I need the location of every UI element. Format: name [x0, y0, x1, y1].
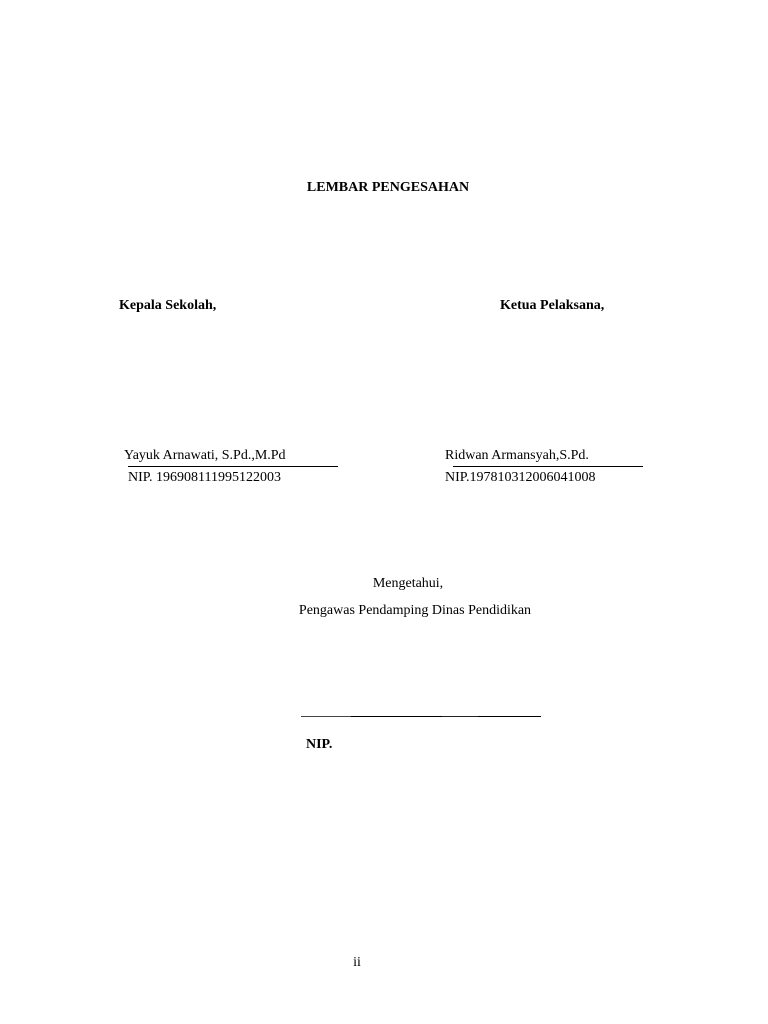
- page-title: LEMBAR PENGESAHAN: [306, 180, 470, 195]
- left-signature-line: [128, 466, 338, 467]
- right-signatory-name: Ridwan Armansyah,S.Pd.: [445, 448, 589, 463]
- supervisor-signature-line: [301, 716, 541, 717]
- left-signatory-role: Kepala Sekolah,: [119, 298, 217, 313]
- right-signatory-role: Ketua Pelaksana,: [500, 298, 605, 313]
- right-signatory-nip: NIP.197810312006041008: [445, 470, 596, 485]
- right-signature-line: [453, 466, 643, 467]
- signature-line-segment: [442, 716, 478, 717]
- supervisor-role: Pengawas Pendamping Dinas Pendidikan: [298, 603, 532, 618]
- supervisor-nip: NIP.: [306, 737, 333, 752]
- page-number: ii: [353, 955, 361, 970]
- left-signatory-name: Yayuk Arnawati, S.Pd.,M.Pd: [124, 448, 286, 463]
- left-signatory-nip: NIP. 196908111995122003: [128, 470, 281, 485]
- acknowledgement-heading: Mengetahui,: [372, 576, 444, 591]
- signature-line-segment: [301, 716, 351, 717]
